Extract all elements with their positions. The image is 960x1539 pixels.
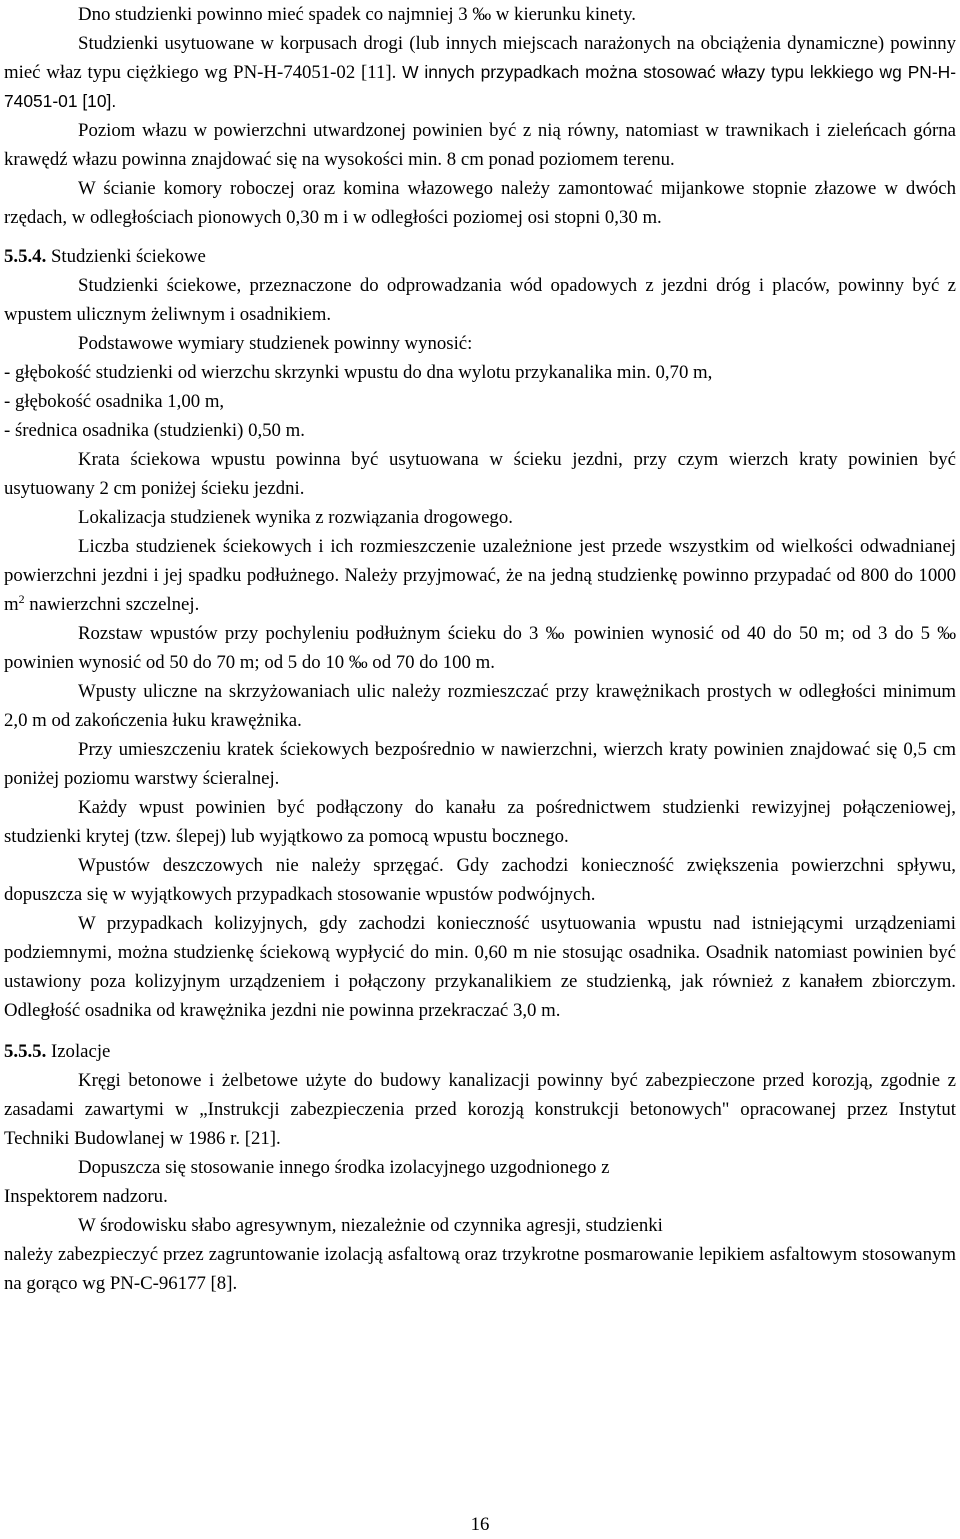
paragraph-gully-count [4,532,956,619]
paragraph-dimensions-intro: Podstawowe wymiary studzienek powinny wynosić: [78,333,473,354]
list-item: - głębokość studzienki od wierzchu skrzynki wpustu do dna wylotu przykanalika min. 0,70 m, [4,362,713,383]
text-light-covers: W innych przypadkach można stosować włazy typu lekkiego wg PN-H-74051-01 [10]. [4,62,956,111]
document-body [4,0,956,1298]
paragraph-gully-purpose: Studzienki ściekowe, przeznaczone do odprowadzania wód opadowych z jezdni dróg i placów, powinny być z wpustem ulicznym żeliwnym i osadnikiem. [4,275,956,325]
superscript-exponent: 2 [18,592,25,606]
list-item: - średnica osadnika (studzienki) 0,50 m. [4,420,305,441]
text-heavy-covers: Studzienki usytuowane w korpusach drogi (lub innych miejscach narażonych na obciążenia dynamiczne) powinny mieć właz typu ciężkiego wg PN-H-74051-02 [11]. [4,33,956,83]
paragraph-collisions: W przypadkach kolizyjnych, gdy zachodzi konieczność usytuowania wpustu nad istniejącymi urządzeniami podziemnymi, można studzienkę ściekową wypłycić do min. 0,60 m nie stosując osadnika. Osadnik natomiast powinien być ustawiony poza kolizyjnym urządzeniem i połączony przykanalikiem ze studzienką, jak również z kanałem zbiorczym. Odległość osadnika od krawężnika jezdni nie powinna przekraczać 3,0 m. [4,913,956,1021]
paragraph-inlet-connection: Każdy wpust powinien być podłączony do kanału za pośrednictwem studzienki rewizyjnej połączeniowej, studzienki krytej (tzw. ślepej) lub wyjątkowo za pomocą wpustu bocznego. [4,797,956,847]
paragraph-intersections: Wpusty uliczne na skrzyżowaniach ulic należy rozmieszczać przy krawężnikach prostych w odległości minimum 2,0 m od zakończenia łuku krawężnika. [4,681,956,731]
section-title: Studzienki ściekowe [50,246,206,267]
paragraph-inlet-spacing: Rozstaw wpustów przy pochyleniu podłużnym ścieku do 3 ‰ powinien wynosić od 40 do 50 m; od 3 do 5 ‰ powinien wynosić od 50 do 70 m; od 5 do 10 ‰ od 70 do 100 m. [4,623,956,673]
section-heading-5-5-5 [4,1037,956,1066]
paragraph-manhole-covers [4,29,956,116]
page-number: 16 [470,1514,490,1535]
paragraph-sump-slope: Dno studzienki powinno mieć spadek co najmniej 3 ‰ w kierunku kinety. [78,4,636,25]
section-heading-5-5-4 [4,242,956,271]
paragraph-alt-insulation-line2: Inspektorem nadzoru. [4,1186,168,1207]
paragraph-cover-level: Poziom włazu w powierzchni utwardzonej powinien być z nią równy, natomiast w trawnikach i zieleńcach górna krawędź włazu powinna znajdować się na wysokości min. 8 cm ponad poziomem terenu. [4,120,956,170]
paragraph-alt-insulation-line1: Dopuszcza się stosowanie innego środka izolacyjnego uzgodnionego z [78,1157,610,1178]
paragraph-weak-aggressive-line1: W środowisku słabo agresywnym, niezależnie od czynnika agresji, studzienki [78,1215,663,1236]
text-gully-count-end: nawierzchni szczelnej. [24,594,200,615]
paragraph-grate-position: Krata ściekowa wpustu powinna być usytuowana w ścieku jezdni, przy czym wierzch kraty powinien być usytuowany 2 cm poniżej ścieku jezdni. [4,449,956,499]
paragraph-inlet-coupling: Wpustów deszczowych nie należy sprzęgać. Gdy zachodzi konieczność zwiększenia powierzchni spływu, dopuszcza się w wyjątkowych przypadkach stosowanie wpustów podwójnych. [4,855,956,905]
paragraph-weak-aggressive-rest: należy zabezpieczyć przez zagruntowanie izolacją asfaltową oraz trzykrotne posmarowanie lepikiem asfaltowym stosowanym na gorąco wg PN-C-96177 [8]. [4,1244,956,1294]
section-number: 5.5.4. [4,246,47,267]
text-gully-count: Liczba studzienek ściekowych i ich rozmieszczenie uzależnione jest przede wszystkim od wielkości odwadnianej powierzchni jezdni i jej spadku podłużnego. Należy przyjmować, że na jedną studzienkę powinno przypadać od 800 do 1000 m [4,536,956,615]
section-number: 5.5.5. [4,1041,47,1062]
section-title: Izolacje [50,1041,111,1062]
paragraph-grate-in-pavement: Przy umieszczeniu kratek ściekowych bezpośrednio w nawierzchni, wierzch kraty powinien znajdować się 0,5 cm poniżej poziomu warstwy ścieralnej. [4,739,956,789]
paragraph-corrosion-protection: Kręgi betonowe i żelbetowe użyte do budowy kanalizacji powinny być zabezpieczone przed korozją, zgodnie z zasadami zawartymi w „Instrukcji zabezpieczenia przed korozją konstrukcji betonowych" opracowanej przez Instytut Techniki Budowlanej w 1986 r. [21]. [4,1070,956,1149]
list-item: - głębokość osadnika 1,00 m, [4,391,225,412]
paragraph-location: Lokalizacja studzienek wynika z rozwiązania drogowego. [78,507,513,528]
paragraph-climbing-steps: W ścianie komory roboczej oraz komina włazowego należy zamontować mijankowe stopnie złazowe w dwóch rzędach, w odległościach pionowych 0,30 m i w odległości poziomej osi stopni 0,30 m. [4,178,956,228]
